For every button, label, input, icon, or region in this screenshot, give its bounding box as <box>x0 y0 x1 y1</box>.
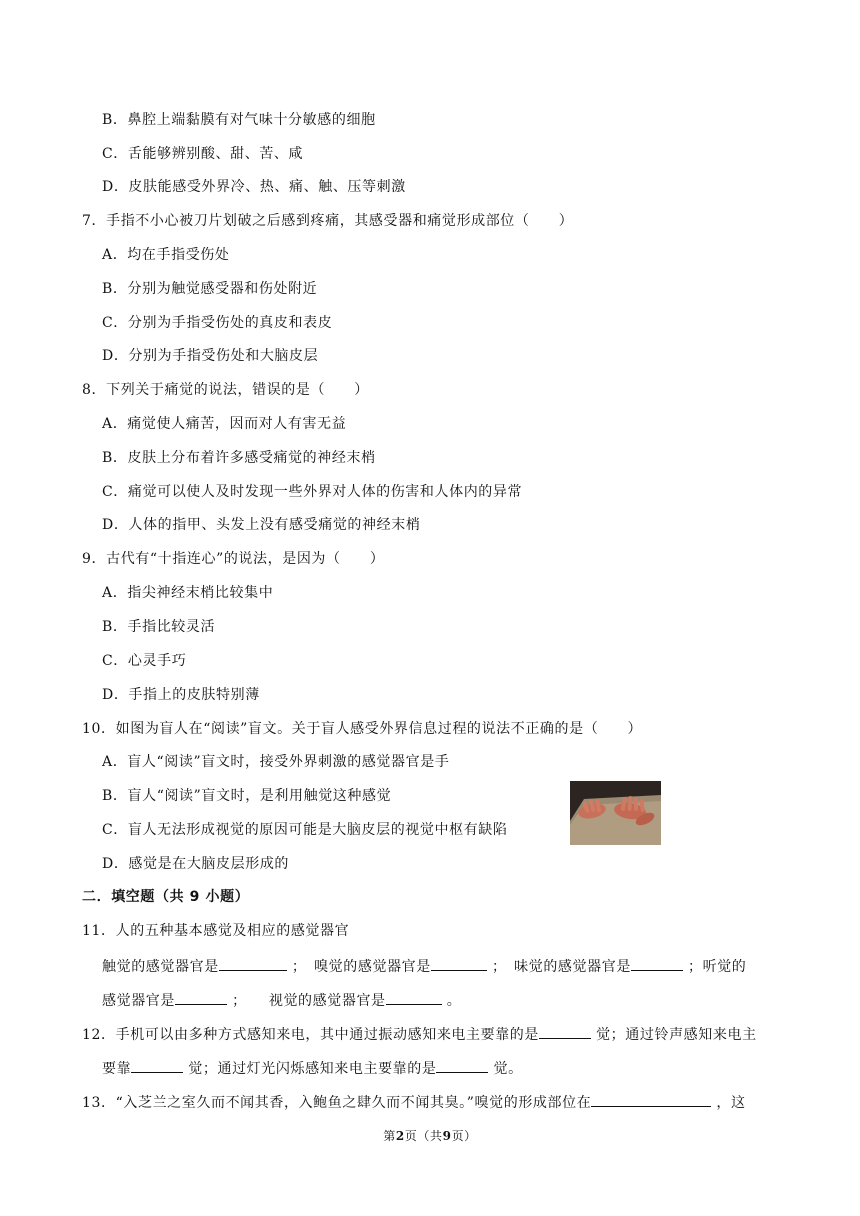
footer-page-number: 2 <box>395 1129 405 1143</box>
q8-option-c: C．痛觉可以使人及时发现一些外界对人体的伤害和人体内的异常 <box>102 484 523 500</box>
q12-text-end: 觉。 <box>493 1061 523 1077</box>
footer-suffix: 页） <box>451 1129 477 1143</box>
q11-text-touch: 触觉的感觉器官是 <box>102 959 219 975</box>
question-11: 11．人的五种基本感觉及相应的感觉器官 <box>82 923 350 939</box>
q8-option-d: D．人体的指甲、头发上没有感受痛觉的神经末梢 <box>102 517 421 533</box>
q10-option-a: A．盲人“阅读”盲文时，接受外界刺激的感觉器官是手 <box>102 754 450 770</box>
q10-option-c: C．盲人无法形成视觉的原因可能是大脑皮层的视觉中枢有缺陷 <box>102 822 508 838</box>
answer-blank-sight[interactable] <box>386 990 442 1005</box>
q6-option-c: C．舌能够辨别酸、甜、苦、咸 <box>102 146 304 162</box>
q9-option-d: D．手指上的皮肤特别薄 <box>102 687 260 703</box>
answer-blank-smell[interactable] <box>431 956 487 971</box>
q13-text: 13．“入芝兰之室久而不闻其香，入鲍鱼之肆久而不闻其臭。”嗅觉的形成部位在 <box>82 1095 592 1111</box>
q13-text-cont: ，这 <box>716 1095 746 1111</box>
q8-option-a: A．痛觉使人痛苦，因而对人有害无益 <box>102 416 347 432</box>
q7-option-d: D．分别为手指受伤处和大脑皮层 <box>102 348 319 364</box>
q11-line-1 <box>102 956 746 976</box>
q8-option-b: B．皮肤上分布着许多感受痛觉的神经末梢 <box>102 450 376 466</box>
q11-text-taste: ； 味觉的感觉器官是 <box>491 959 631 975</box>
q11-text-smell: ； 嗅觉的感觉器官是 <box>291 959 431 975</box>
question-10: 10．如图为盲人在“阅读”盲文。关于盲人感受外界信息过程的说法不正确的是（ ） <box>82 721 643 737</box>
q12-text-vibration: 12．手机可以由多种方式感知来电，其中通过振动感知来电主要靠的是 <box>82 1027 540 1043</box>
q6-option-b: B．鼻腔上端黏膜有对气味十分敏感的细胞 <box>102 112 376 128</box>
question-9: 9．古代有“十指连心”的说法，是因为（ ） <box>82 551 385 567</box>
question-8: 8．下列关于痛觉的说法，错误的是（ ） <box>82 382 369 398</box>
footer-prefix: 第 <box>383 1129 396 1143</box>
footer-total-pages: 9 <box>442 1129 452 1143</box>
answer-blank-light[interactable] <box>436 1058 488 1073</box>
q10-option-b: B．盲人“阅读”盲文时，是利用触觉这种感觉 <box>102 788 392 804</box>
page-footer <box>0 1127 860 1145</box>
section-2-heading: 二．填空题（共 9 小题） <box>82 889 250 905</box>
q12-text-ring-cont: 要靠 <box>102 1061 132 1077</box>
question-13 <box>82 1092 746 1112</box>
q11-text-hearing-cont: 感觉器官是 <box>102 993 175 1009</box>
braille-reading-photo <box>570 781 661 845</box>
q11-text-hearing: ；听觉的 <box>688 959 747 975</box>
q12-text-ring: 觉；通过铃声感知来电主 <box>596 1027 757 1043</box>
q11-line-2 <box>102 990 461 1010</box>
answer-blank-hearing[interactable] <box>175 990 227 1005</box>
q7-option-c: C．分别为手指受伤处的真皮和表皮 <box>102 315 333 331</box>
answer-blank-vibration[interactable] <box>539 1024 591 1039</box>
footer-middle: 页（共 <box>404 1129 443 1143</box>
question-12-line-2 <box>102 1058 523 1078</box>
q6-option-d: D．皮肤能感受外界冷、热、痛、触、压等刺激 <box>102 179 406 195</box>
q9-option-c: C．心灵手巧 <box>102 653 187 669</box>
q7-option-b: B．分别为触觉感受器和伤处附近 <box>102 281 318 297</box>
q9-option-a: A．指尖神经末梢比较集中 <box>102 585 274 601</box>
answer-blank-taste[interactable] <box>631 956 683 971</box>
q7-option-a: A．均在手指受伤处 <box>102 247 230 263</box>
q9-option-b: B．手指比较灵活 <box>102 619 216 635</box>
q12-text-light: 觉；通过灯光闪烁感知来电主要靠的是 <box>188 1061 437 1077</box>
question-12-line-1 <box>82 1024 757 1044</box>
q11-text-end: 。 <box>446 993 462 1009</box>
question-7: 7．手指不小心被刀片划破之后感到疼痛，其感受器和痛觉形成部位（ ） <box>82 213 574 229</box>
q11-text-sight: ； 视觉的感觉器官是 <box>232 993 386 1009</box>
q10-option-d: D．感觉是在大脑皮层形成的 <box>102 856 290 872</box>
answer-blank-smell-location[interactable] <box>591 1092 711 1107</box>
answer-blank-touch[interactable] <box>219 956 287 971</box>
answer-blank-ring[interactable] <box>131 1058 183 1073</box>
